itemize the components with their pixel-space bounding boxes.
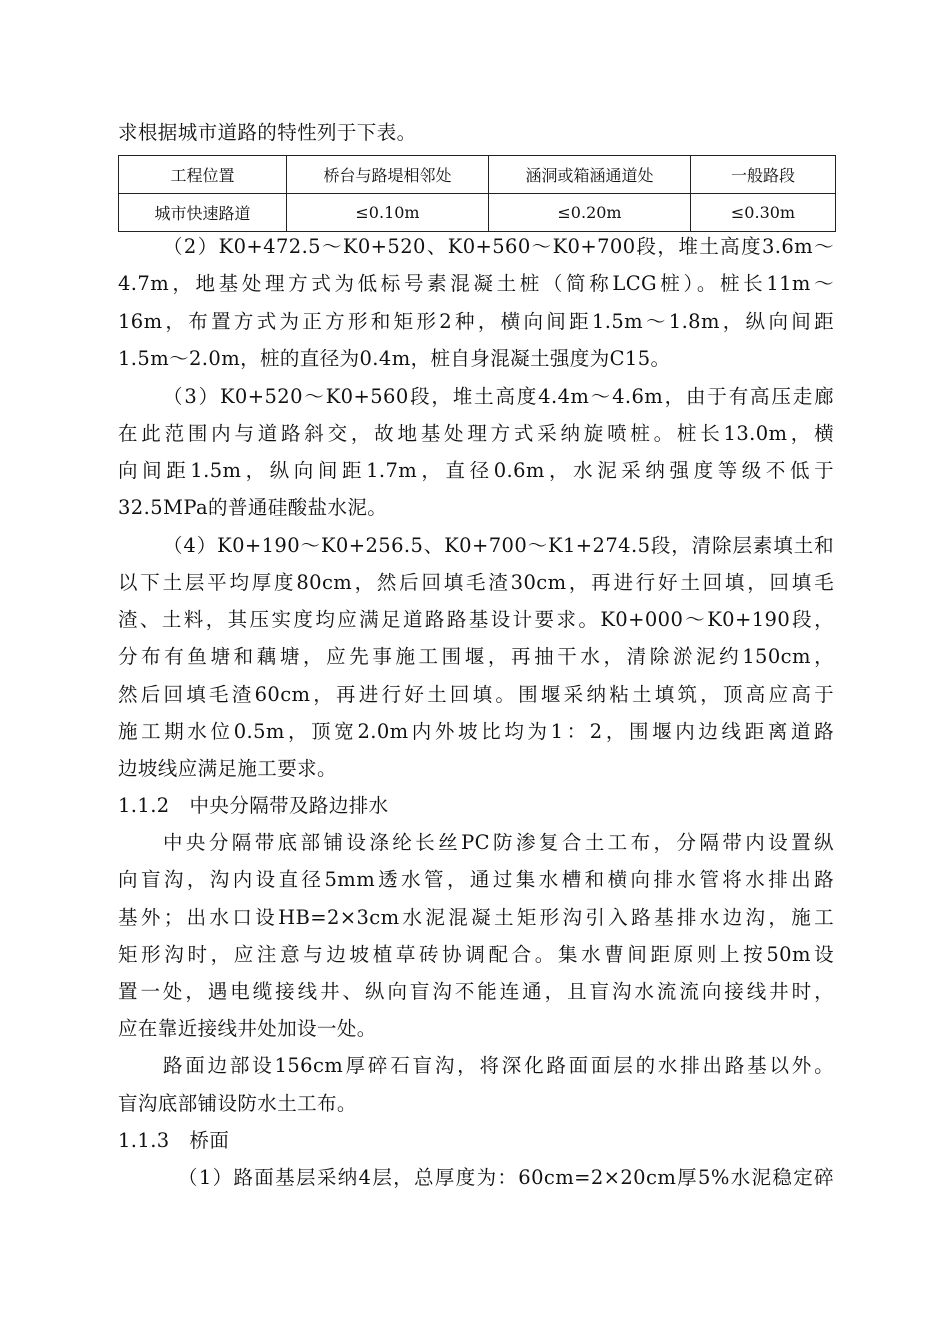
text-line: 以下土层平均厚度80cm，然后回填毛渣30cm，再进行好土回填，回填毛 [118, 571, 834, 594]
table-cell: ≤0.30m [691, 194, 836, 232]
table-header-cell: 工程位置 [119, 156, 287, 194]
text-line: 应在靠近接线井处加设一处。 [118, 1017, 377, 1040]
text-line: 向间距1.5m，纵向间距1.7m，直径0.6m，水泥采纳强度等级不低于 [118, 459, 834, 482]
table-header-row [119, 156, 836, 194]
text-line: 基外；出水口设HB=2×3cm水泥混凝土矩形沟引入路基排水边沟，施工 [118, 906, 834, 929]
table-cell: 城市快速路道 [119, 194, 287, 232]
text-line: （4）K0+190～K0+256.5、K0+700～K1+274.5段，清除层素填土和 [163, 534, 834, 557]
text-line: （2）K0+472.5～K0+520、K0+560～K0+700段，堆土高度3.6m～ [163, 235, 834, 258]
table-header-cell: 涵洞或箱涵通道处 [489, 156, 691, 194]
section-heading: 1.1.3 桥面 [118, 1129, 230, 1152]
text-line: （3）K0+520～K0+560段，堆土高度4.4m～4.6m，由于有高压走廊 [163, 385, 834, 408]
text-line: （1）路面基层采纳4层，总厚度为：60cm=2×20cm厚5%水泥稳定碎 [178, 1166, 834, 1189]
text-line: 分布有鱼塘和藕塘，应先事施工围堰，再抽干水，清除淤泥约150cm， [118, 645, 834, 668]
text-line: 4.7m，地基处理方式为低标号素混凝土桩（简称LCG桩）。桩长11m～ [118, 272, 834, 295]
text-line: 路面边部设156cm厚碎石盲沟，将深化路面面层的水排出路基以外。 [163, 1054, 834, 1077]
table-header-cell: 一般路段 [691, 156, 836, 194]
text-line: 32.5MPa的普通硅酸盐水泥。 [118, 496, 388, 519]
text-line: 矩形沟时，应注意与边坡植草砖协调配合。集水曹间距原则上按50m设 [118, 943, 834, 966]
text-line: 中央分隔带底部铺设涤纶长丝PC防渗复合土工布，分隔带内设置纵 [163, 831, 834, 854]
table-row [119, 194, 836, 232]
text-line: 向盲沟，沟内设直径5mm透水管，通过集水槽和横向排水管将水排出路 [118, 868, 834, 891]
text-line: 16m，布置方式为正方形和矩形2种，横向间距1.5m～1.8m，纵向间距 [118, 310, 834, 333]
text-line: 渣、土料，其压实度均应满足道路路基设计要求。K0+000～K0+190段， [118, 608, 834, 631]
text-line: 然后回填毛渣60cm，再进行好土回填。围堰采纳粘土填筑，顶高应高于 [118, 683, 834, 706]
table-cell: ≤0.20m [489, 194, 691, 232]
text-line: 施工期水位0.5m，顶宽2.0m内外坡比均为1：2，围堰内边线距离道路 [118, 720, 834, 743]
text-line: 1.5m～2.0m，桩的直径为0.4m，桩自身混凝土强度为C15。 [118, 347, 671, 370]
table-cell: ≤0.10m [287, 194, 489, 232]
text-line: 盲沟底部铺设防水土工布。 [118, 1092, 357, 1115]
text-line: 在此范围内与道路斜交，故地基处理方式采纳旋喷桩。桩长13.0m，横 [118, 422, 834, 445]
intro-sentence: 求根据城市道路的特性列于下表。 [118, 121, 417, 144]
text-line: 边坡线应满足施工要求。 [118, 757, 337, 780]
table-header-cell: 桥台与路堤相邻处 [287, 156, 489, 194]
text-line: 置一处，遇电缆接线井、纵向盲沟不能连通，且盲沟水流流向接线井时， [118, 980, 834, 1003]
settlement-table [118, 155, 836, 232]
section-heading: 1.1.2 中央分隔带及路边排水 [118, 794, 389, 817]
